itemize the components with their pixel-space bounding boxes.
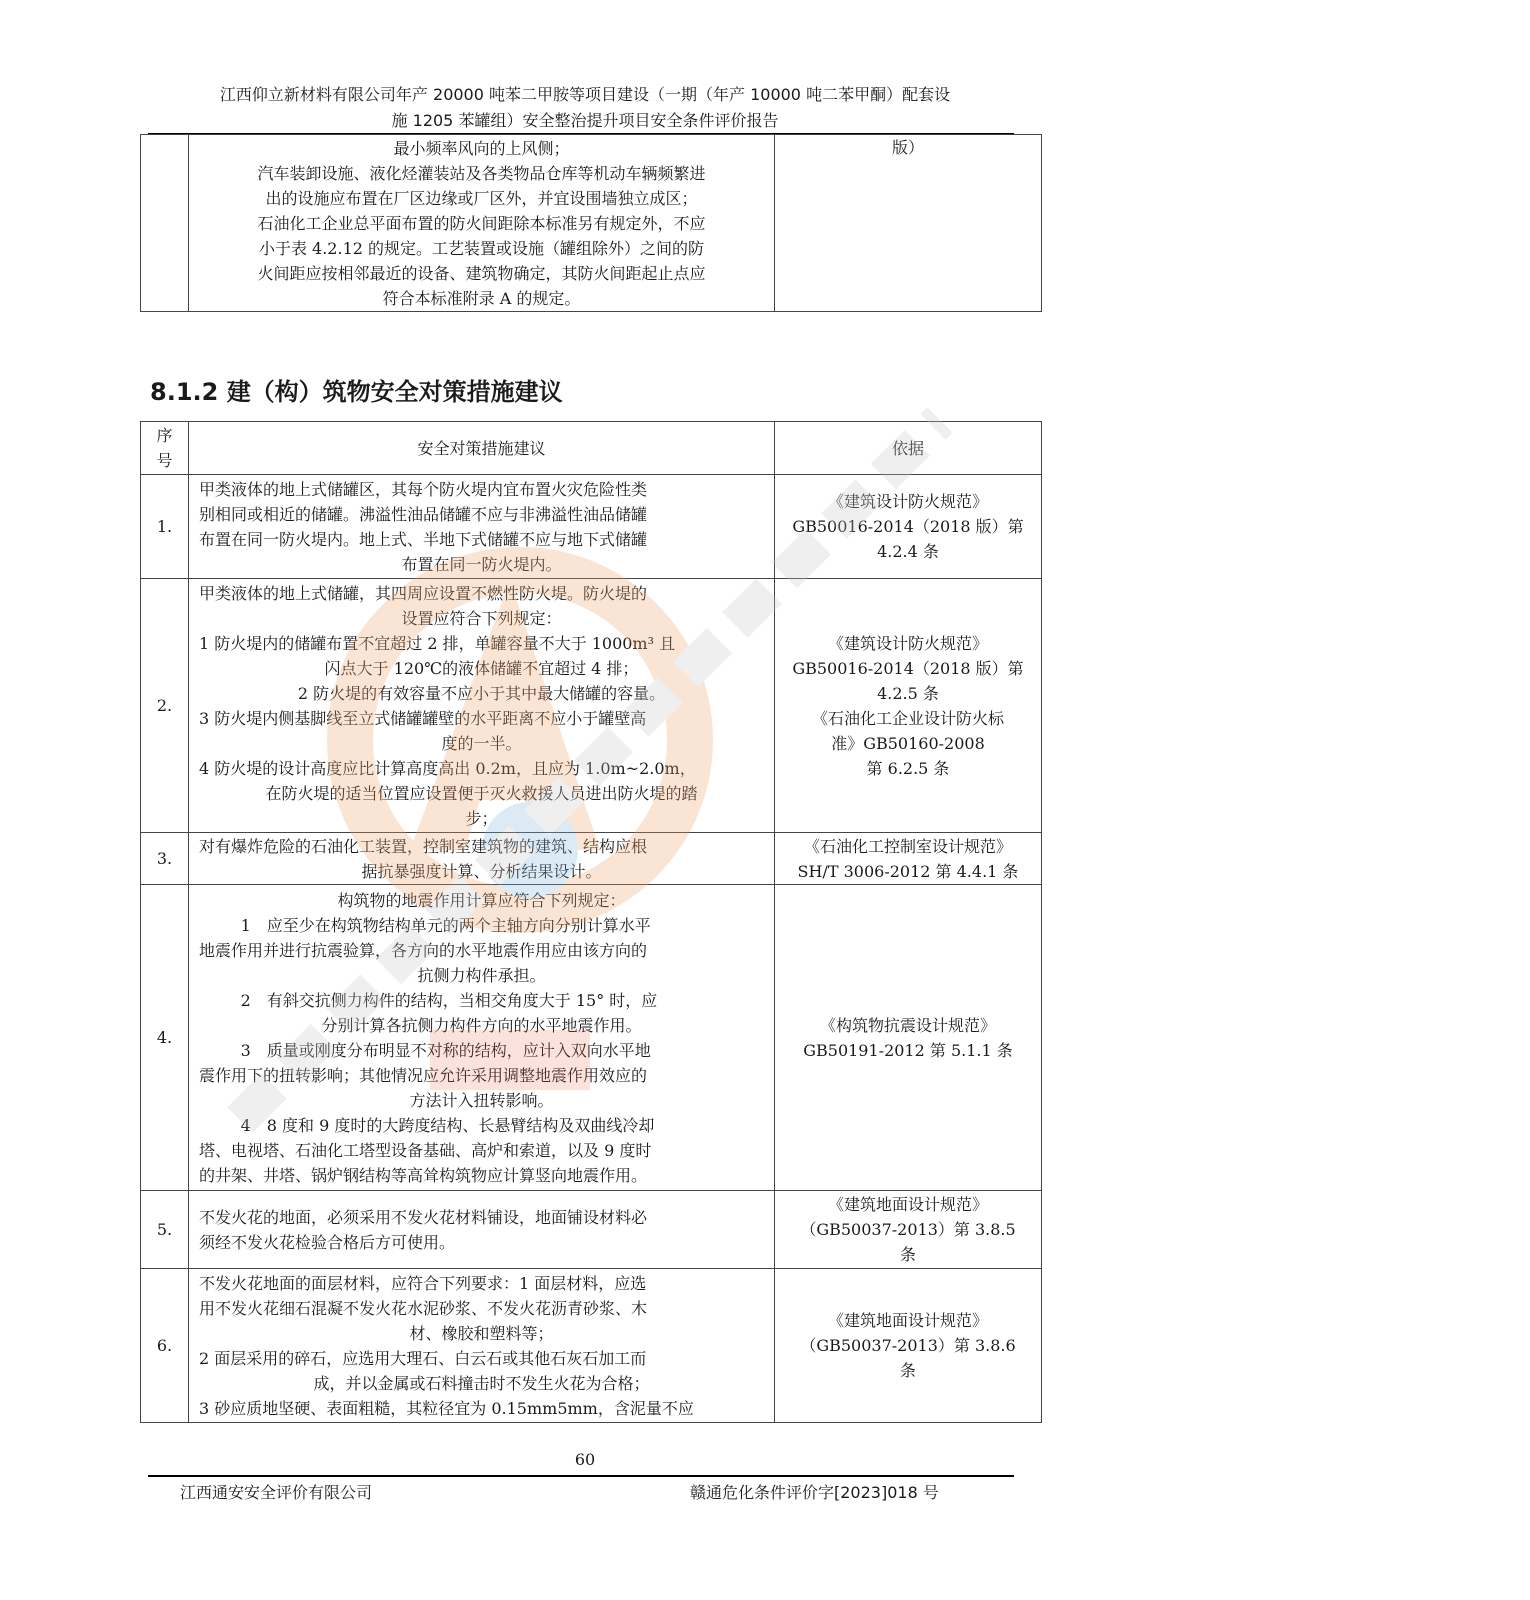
row-basis xyxy=(775,475,1042,579)
basis-line: 条 xyxy=(899,1361,916,1380)
basis-line: 《石油化工控制室设计规范》 xyxy=(803,836,1012,856)
basis-line: 《石油化工企业设计防火标 xyxy=(811,708,1004,728)
header-num-cell xyxy=(141,422,189,475)
text-line: 最小频率风向的上风侧； xyxy=(393,138,570,158)
text-line: 1 防火堤内的储罐布置不宜超过 2 排，单罐容量不大于 1000m³ 且 xyxy=(199,633,676,653)
text-line: 分别计算各抗侧力构件方向的水平地震作用。 xyxy=(321,1015,642,1035)
row-number: 3. xyxy=(141,833,189,885)
header-line-1: 江西仰立新材料有限公司年产 20000 吨苯二甲胺等项目建设（一期（年产 10000 吨二苯甲酮）配套设 xyxy=(219,85,951,104)
text-line: 须经不发火花检验合格后方可使用。 xyxy=(199,1232,456,1252)
text-line: 用不发火花细石混凝不发火花水泥砂浆、不发火花沥青砂浆、木 xyxy=(199,1298,648,1318)
text-line: 闪点大于 120℃的液体储罐不宜超过 4 排； xyxy=(324,658,639,678)
text-line: 别相同或相近的储罐。沸溢性油品储罐不应与非沸溢性油品储罐 xyxy=(199,504,648,524)
row-measure xyxy=(189,1191,775,1269)
text-line: 地震作用并进行抗震验算，各方向的水平地震作用应由该方向的 xyxy=(199,940,648,960)
text-line: 材、橡胶和塑料等； xyxy=(409,1323,554,1343)
basis-line: GB50016-2014（2018 版）第 xyxy=(792,517,1024,536)
table-row xyxy=(141,475,1042,579)
text-line: 2 有斜交抗侧力构件的结构，当相交角度大于 15° 时，应 xyxy=(240,990,658,1010)
row-basis xyxy=(775,833,1042,885)
table-row xyxy=(141,1269,1042,1423)
text-line: 3 防火堤内侧基脚线至立式储罐罐壁的水平距离不应小于罐壁高 xyxy=(199,708,647,728)
table-row xyxy=(141,579,1042,833)
table-row xyxy=(141,833,1042,885)
header-num-line-2: 号 xyxy=(156,451,173,470)
document-header xyxy=(140,82,1030,134)
table-row xyxy=(141,1191,1042,1269)
basis-line: （GB50037-2013）第 3.8.5 xyxy=(800,1220,1016,1239)
text-line: 1 应至少在构筑物结构单元的两个主轴方向分别计算水平 xyxy=(240,915,651,935)
text-line: 2 面层采用的碎石，应选用大理石、白云石或其他石灰石加工而 xyxy=(199,1348,647,1368)
continuation-text-cell xyxy=(189,135,775,312)
basis-line: SH/T 3006-2012 第 4.4.1 条 xyxy=(797,861,1019,881)
row-basis xyxy=(775,579,1042,833)
basis-line: 《构筑物抗震设计规范》 xyxy=(819,1015,996,1035)
footer-company: 江西通安安全评价有限公司 xyxy=(180,1483,373,1502)
table-row xyxy=(141,135,1042,312)
row-basis xyxy=(775,1191,1042,1269)
basis-line: GB50191-2012 第 5.1.1 条 xyxy=(803,1040,1013,1060)
text-line: 小于表 4.2.12 的规定。工艺装置或设施（罐组除外）之间的防 xyxy=(258,238,705,258)
text-line: 设置应符合下列规定： xyxy=(401,608,562,628)
footer-doc-number: 赣通危化条件评价字[2023]018 号 xyxy=(690,1483,939,1502)
table-header-row xyxy=(141,422,1042,475)
text-line: 2 防火堤的有效容量不应小于其中最大储罐的容量。 xyxy=(297,683,666,703)
row-number: 1. xyxy=(141,475,189,579)
text-line: 震作用下的扭转影响；其他情况应允许采用调整地震作用效应的 xyxy=(199,1065,648,1085)
text-line: 在防火堤的适当位置应设置便于灭火救援人员进出防火堤的踏 xyxy=(265,783,698,803)
basis-line: 条 xyxy=(899,1245,916,1264)
text-line: 布置在同一防火堤内。 xyxy=(401,554,562,574)
basis-line: 《建筑地面设计规范》 xyxy=(827,1311,988,1330)
text-line: 塔、电视塔、石油化工塔型设备基础、高炉和索道，以及 9 度时 xyxy=(199,1140,652,1160)
text-line: 石油化工企业总平面布置的防火间距除本标准另有规定外，不应 xyxy=(257,213,706,233)
text-line: 甲类液体的地上式储罐区，其每个防火堤内宜布置火灾危险性类 xyxy=(199,479,648,499)
row-number: 2. xyxy=(141,579,189,833)
text-line: 汽车装卸设施、液化烃灌装站及各类物品仓库等机动车辆频繁进 xyxy=(257,163,706,183)
basis-line: 《建筑设计防火规范》 xyxy=(827,633,988,653)
basis-line: （GB50037-2013）第 3.8.6 xyxy=(800,1336,1016,1355)
header-line-2: 施 1205 苯罐组）安全整治提升项目安全条件评价报告 xyxy=(391,111,779,130)
text-line: 布置在同一防火堤内。地上式、半地下式储罐不应与地下式储罐 xyxy=(199,529,648,549)
basis-line: 《建筑设计防火规范》 xyxy=(827,492,988,511)
text-line: 成，并以金属或石料撞击时不发生火花为合格； xyxy=(313,1373,650,1393)
text-line: 抗侧力构件承担。 xyxy=(417,965,546,985)
footer-rule xyxy=(148,1475,1014,1477)
basis-line: 《建筑地面设计规范》 xyxy=(827,1195,988,1214)
basis-line: GB50016-2014（2018 版）第 xyxy=(792,658,1024,678)
row-measure xyxy=(189,1269,775,1423)
text-line: 4 8 度和 9 度时的大跨度结构、长悬臂结构及双曲线冷却 xyxy=(240,1115,655,1135)
basis-line: 4.2.4 条 xyxy=(877,542,939,561)
row-basis xyxy=(775,1269,1042,1423)
text-line: 4 防火堤的设计高度应比计算高度高出 0.2m，且应为 1.0m~2.0m， xyxy=(199,758,696,778)
page-number: 60 xyxy=(574,1450,596,1469)
row-number: 5. xyxy=(141,1191,189,1269)
empty-num-cell xyxy=(141,135,189,312)
text-line: 火间距应按相邻最近的设备、建筑物确定，其防火间距起止点应 xyxy=(257,263,706,283)
text-line: 步； xyxy=(465,808,498,828)
row-number: 4. xyxy=(141,885,189,1191)
text-line: 3 质量或刚度分布明显不对称的结构，应计入双向水平地 xyxy=(240,1040,651,1060)
row-number: 6. xyxy=(141,1269,189,1423)
header-measure-cell: 安全对策措施建议 xyxy=(189,422,775,475)
text-line: 方法计入扭转影响。 xyxy=(409,1090,554,1110)
text-line: 甲类液体的地上式储罐，其四周应设置不燃性防火堤。防火堤的 xyxy=(199,583,648,603)
section-title: 8.1.2 建（构）筑物安全对策措施建议 xyxy=(150,378,563,406)
row-basis xyxy=(775,885,1042,1191)
continuation-table xyxy=(140,134,1042,312)
text-line: 出的设施应布置在厂区边缘或厂区外，并宜设围墙独立成区； xyxy=(265,188,698,208)
text-line: 3 砂应质地坚硬、表面粗糙，其粒径宜为 0.15mm5mm，含泥量不应 xyxy=(199,1398,694,1418)
text-line: 度的一半。 xyxy=(441,733,522,753)
basis-line: 第 6.2.5 条 xyxy=(866,758,950,778)
row-measure xyxy=(189,579,775,833)
text-line: 据抗暴强度计算、分析结果设计。 xyxy=(361,861,602,881)
text-line: 不发火花的地面，必须采用不发火花材料铺设，地面铺设材料必 xyxy=(199,1207,648,1227)
continuation-basis-cell: 版） xyxy=(775,135,1042,312)
header-basis-cell: 依据 xyxy=(775,422,1042,475)
row-measure xyxy=(189,475,775,579)
text-line: 构筑物的地震作用计算应符合下列规定： xyxy=(337,890,626,910)
measures-table xyxy=(140,421,1042,1423)
row-measure xyxy=(189,833,775,885)
text-line: 对有爆炸危险的石油化工装置，控制室建筑物的建筑、结构应根 xyxy=(199,836,648,856)
header-num-line-1: 序 xyxy=(156,426,173,445)
table-row xyxy=(141,885,1042,1191)
text-line: 符合本标准附录 A 的规定。 xyxy=(382,288,581,308)
text-line: 不发火花地面的面层材料，应符合下列要求：1 面层材料，应选 xyxy=(199,1273,647,1293)
text-line: 的井架、井塔、锅炉钢结构等高耸构筑物应计算竖向地震作用。 xyxy=(199,1165,648,1185)
basis-line: 准》GB50160-2008 xyxy=(831,733,985,753)
row-measure xyxy=(189,885,775,1191)
basis-line: 4.2.5 条 xyxy=(877,683,939,703)
